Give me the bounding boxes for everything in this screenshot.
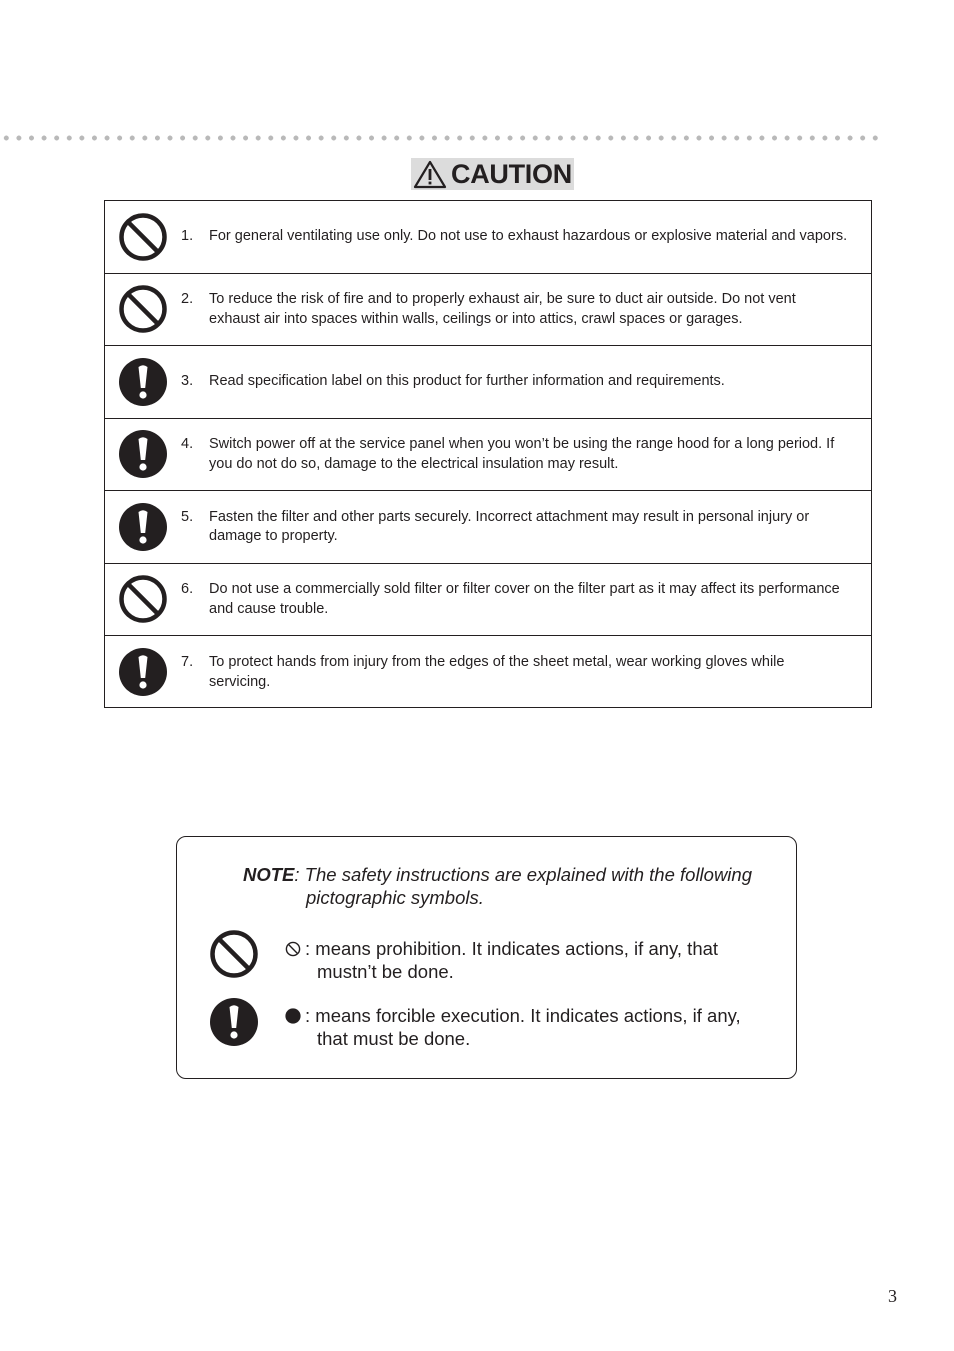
prohibition-icon (118, 574, 168, 624)
caution-item-text: Read specification label on this product for further information and requirements. (209, 373, 725, 389)
caution-item-text: Do not use a commercially sold filter or filter cover on the filter part as it may affect its performance and cause trouble. (209, 581, 840, 617)
note-label: NOTE (243, 864, 295, 885)
mandatory-legend (285, 1004, 765, 1050)
caution-row (105, 274, 871, 347)
prohibition-icon (118, 212, 168, 262)
mandatory-icon (118, 502, 168, 552)
caution-row (105, 419, 871, 492)
dotted-divider (0, 134, 880, 142)
caution-item-text: Switch power off at the service panel when you won’t be using the range hood for a long period. If you do not do so, damage to the electrical insulation may result. (209, 436, 835, 472)
small-prohibition-icon (285, 941, 301, 957)
warning-triangle-icon (413, 159, 447, 189)
caution-row (105, 636, 871, 709)
small-mandatory-icon (285, 1008, 301, 1024)
caution-item-number: 2. (181, 291, 194, 307)
caution-item-number: 5. (181, 508, 194, 525)
mandatory-legend-line-1: : means forcible execution. It indicates actions, if any, (305, 1005, 741, 1026)
note-box (176, 836, 797, 1079)
prohibition-icon (209, 929, 259, 979)
caution-item-text: Fasten the filter and other parts securely. Incorrect attachment may result in personal injury or damage to property. (209, 508, 810, 544)
caution-item-text: For general ventilating use only. Do not use to exhaust hazardous or explosive material and vapors. (209, 228, 848, 244)
caution-row (105, 491, 871, 564)
mandatory-icon (118, 357, 168, 407)
mandatory-icon (209, 997, 259, 1047)
caution-item-number: 6. (181, 581, 194, 597)
prohibition-icon (118, 284, 168, 334)
caution-item-number: 7. (181, 654, 194, 670)
caution-title: CAUTION (451, 158, 572, 189)
caution-row (105, 201, 871, 274)
caution-item-number: 3. (181, 373, 194, 389)
caution-item-number: 4. (181, 436, 194, 452)
note-heading (243, 863, 773, 909)
caution-item-number: 1. (181, 228, 194, 244)
mandatory-icon (118, 429, 168, 479)
prohibition-legend-line-1: : means prohibition. It indicates actions, if any, that (305, 938, 719, 959)
mandatory-icon (118, 647, 168, 697)
note-line-1: : The safety instructions are explained with the following (294, 864, 752, 885)
mandatory-legend-line-2: that must be done. (317, 1028, 471, 1049)
caution-item-text: To protect hands from injury from the edges of the sheet metal, wear working gloves while servicing. (209, 654, 785, 690)
caution-item-text: To reduce the risk of fire and to properly exhaust air, be sure to duct air outside. Do not vent exhaust air into spaces within walls, ceilings or into attics, crawl spaces or garages. (209, 291, 796, 327)
prohibition-legend (285, 937, 765, 983)
caution-row (105, 564, 871, 637)
caution-heading (411, 158, 574, 190)
prohibition-legend-line-2: mustn’t be done. (317, 961, 454, 982)
page-number: 3 (888, 1286, 897, 1306)
caution-row (105, 346, 871, 419)
note-line-2: pictographic symbols. (306, 887, 484, 908)
caution-table (104, 200, 872, 708)
